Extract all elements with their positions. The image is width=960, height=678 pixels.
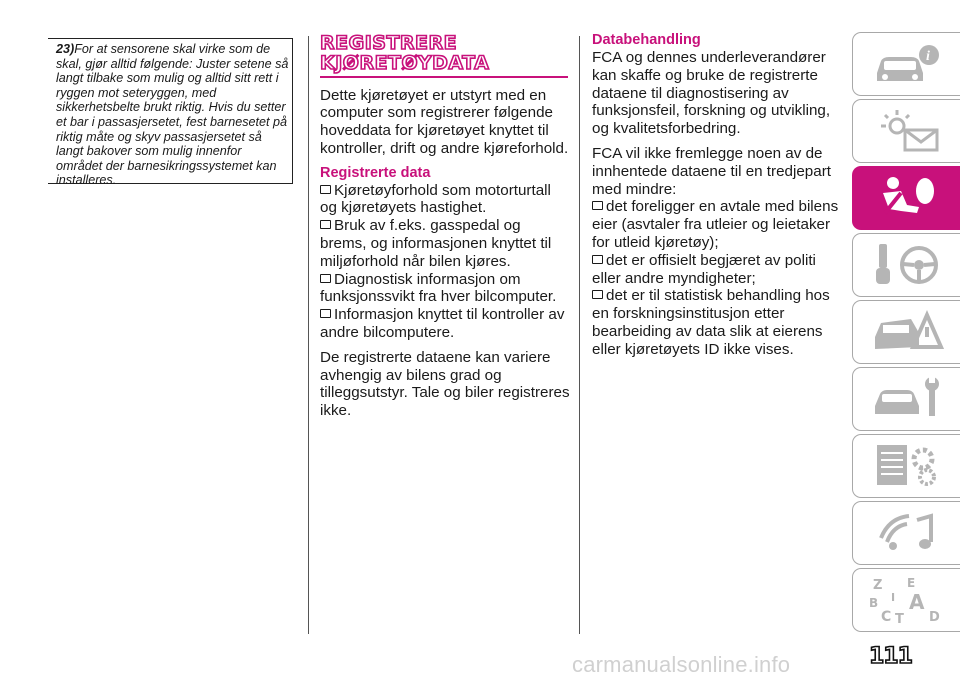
list-item: Informasjon knyttet til kontroller av andre bilcomputere. bbox=[320, 306, 565, 342]
bullet-icon bbox=[592, 290, 603, 299]
column-middle bbox=[320, 32, 570, 420]
warning-note bbox=[48, 38, 293, 188]
column-right bbox=[592, 32, 842, 359]
bullet-icon bbox=[592, 255, 603, 264]
svg-text:I: I bbox=[890, 591, 895, 604]
tab-dashboard-lights[interactable] bbox=[852, 99, 960, 163]
title-underline bbox=[320, 76, 568, 78]
technical-data-icon bbox=[867, 441, 947, 491]
paragraph: FCA og dennes underleverandører kan skaffe og bruke de registrerte dataene til diagnostisering av funksjonsfeil, forskning og utvikling, og kvalitetsforbedring. bbox=[592, 49, 831, 138]
column-divider bbox=[308, 36, 309, 634]
watermark: carmanualsonline.info bbox=[572, 652, 791, 677]
key-steering-wheel-icon bbox=[867, 240, 947, 290]
airbag-safety-icon bbox=[867, 173, 947, 223]
tab-breakdown[interactable] bbox=[852, 300, 960, 364]
svg-text:D: D bbox=[928, 610, 940, 625]
dashboard-lights-icon bbox=[867, 106, 947, 156]
svg-text:T: T bbox=[894, 612, 904, 625]
tab-technical-data[interactable] bbox=[852, 434, 960, 498]
section-title-line2: KJØRETØYDATA bbox=[320, 52, 490, 74]
car-info-icon bbox=[867, 39, 947, 89]
list-item: det er til statistisk behandling hos en forskningsinstitusjon etter bearbeiding av data slik at eierens eller kjøretøyets ID ikke vises. bbox=[592, 287, 830, 358]
registered-data-heading: Registrerte data bbox=[320, 164, 431, 181]
paragraph: FCA vil ikke fremlegge noen av de innhentede dataene til en tredjepart med mindre: bbox=[592, 144, 831, 198]
bullet-icon bbox=[320, 185, 331, 194]
bullet-icon bbox=[320, 274, 331, 283]
svg-text:E: E bbox=[906, 576, 915, 590]
note-number: 23) bbox=[56, 42, 75, 56]
tab-service[interactable] bbox=[852, 367, 960, 431]
bullet-icon bbox=[592, 201, 603, 210]
list-item: det er offisielt begjæret av politi eller andre myndigheter; bbox=[592, 251, 816, 287]
note-text: For at sensorene skal virke som de skal, gjør alltid følgende: Juster setene så langt tilbake som mulig og alltid sitt rett i ryggen mot seteryggen, med sikkerhetsbelte brukt riktig. Hvis du setter et bar i passasjersetet, fest barnesetet på riktig måte og skyv passasjersetet så langt bakover som mulig innenfor området der barnesikringssystemet kan installeres. bbox=[56, 42, 289, 188]
list-item: det foreligger en avtale med bilens eier (asvtaler fra utleier og leietaker for utleid kjøretøy); bbox=[592, 198, 839, 251]
tab-alphabetical-index[interactable] bbox=[852, 568, 960, 632]
section-title-line1: REGISTRERE bbox=[320, 32, 458, 54]
list-item: Kjøretøyforhold som motorturtall og kjøretøyets hastighet. bbox=[320, 181, 551, 217]
data-processing-heading: Databehandling bbox=[592, 32, 701, 48]
svg-text:B: B bbox=[868, 596, 878, 610]
car-service-icon bbox=[867, 374, 947, 424]
list-item: Bruk av f.eks. gasspedal og brems, og informasjonen knyttet til miljøforhold når bilen kjøres. bbox=[320, 217, 552, 270]
bullet-icon bbox=[320, 309, 331, 318]
list-item: Diagnostisk informasjon om funksjonssvikt fra hver bilcomputer. bbox=[320, 270, 557, 306]
tab-airbag-safety[interactable] bbox=[852, 166, 960, 230]
svg-text:Z: Z bbox=[872, 578, 882, 593]
intro-paragraph: Dette kjøretøyet er utstyrt med en computer som registrerer følgende hoveddata for kjøretøyet knyttet til kontroller, drift og andre kjøreforhold. bbox=[320, 86, 569, 157]
closing-paragraph: De registrerte dataene kan variere avhengig av bilens grad og tilleggsutstyr. Tale og biler registreres ikke. bbox=[320, 348, 570, 420]
car-breakdown-icon bbox=[867, 307, 947, 357]
multimedia-icon bbox=[867, 508, 947, 558]
page-number: 111 bbox=[869, 644, 912, 669]
tab-key-steering[interactable] bbox=[852, 233, 960, 297]
alphabetical-index-icon bbox=[867, 575, 947, 625]
svg-text:i: i bbox=[925, 49, 930, 64]
tab-multimedia[interactable] bbox=[852, 501, 960, 565]
column-divider bbox=[579, 36, 580, 634]
tab-car-info[interactable] bbox=[852, 32, 960, 96]
svg-text:C: C bbox=[880, 609, 891, 625]
svg-text:A: A bbox=[908, 590, 924, 614]
bullet-icon bbox=[320, 220, 331, 229]
